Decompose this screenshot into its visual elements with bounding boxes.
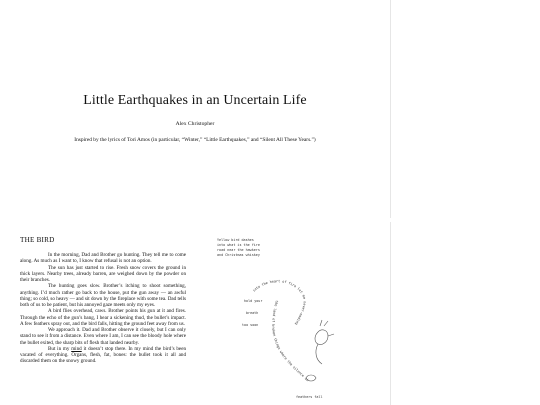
bird-doodle [306, 320, 334, 381]
story-paragraph: In the morning, Dad and Brother go hunting. They tell me to come along. As much as I want to, I know that refusal is not an option. [20, 252, 186, 265]
chapter-heading: THE BIRD [20, 236, 55, 244]
book-title: Little Earthquakes in an Uncertain Life [83, 93, 307, 108]
page-divider-bottom [390, 222, 391, 405]
story-paragraph: The hunting goes slow. Brother’s itching to shoot something, anything. I’d much rather go back to the house, put the gun away — an awful thing; so cold, so heavy — and sit down by the fireplace with some tea. Dad tells both of us to be patient, but his annoyed gaze meets only my eyes. [20, 283, 186, 308]
story-paragraph-last [20, 346, 186, 365]
sketch-curve-text: into the heart of fire let me never-ending [251, 279, 307, 326]
sketch-word: breath [246, 311, 259, 315]
story-paragraph: The sun has just started to rise. Fresh snow covers the ground in thick layers. Nearby trees, already barren, are weighed down by the powder on their branches. [20, 264, 186, 283]
handwritten-margin-note [217, 238, 277, 258]
story-body [20, 252, 186, 365]
note-line: Yellow bird dashes [217, 238, 254, 242]
bird-text-sketch [236, 270, 356, 405]
note-line: and Christmas whiskey [217, 253, 260, 257]
page-divider-top [390, 0, 391, 218]
inspiration-note: Inspired by the lyrics of Tori Amos (in particular, “Winter,” “Little Earthquakes,” and “Silent All These Years.”) [74, 137, 316, 143]
story-paragraph: A bird flies overhead, caws. Brother points his gun at it and fires. Through the echo of the gun’s bang, I hear a sickening thud, the bullet’s impact. A few feathers spray out, and the bird falls, hitting the ground feet away from us. [20, 308, 186, 327]
note-line: road near the hawkers [217, 248, 260, 252]
story-paragraph: We approach it. Dad and Brother observe it closely, but I can only stand to see it from a distance. Even where I am, I can see the bloody hole where the bullet exited, the sharp bits of flesh that landed nearby. [20, 327, 186, 346]
note-line: into what is the fire [217, 243, 260, 247]
underlined-word: mind [71, 345, 82, 352]
sketch-word: hold your [244, 299, 263, 303]
text-run: it doesn’t stop there. In my mind the bird’s been vacated of everything. Organs, flesh, fat, bones: the bullet took it all and discarded them on the snowy ground. [20, 345, 186, 365]
sketch-curve-text: the land of broken things where the silence si [271, 299, 310, 383]
author-name: Alex Christopher [175, 121, 215, 127]
text-run: But in my [48, 345, 72, 352]
sketch-word: too soon [242, 323, 259, 327]
sketch-word: feathers fall [296, 395, 323, 399]
